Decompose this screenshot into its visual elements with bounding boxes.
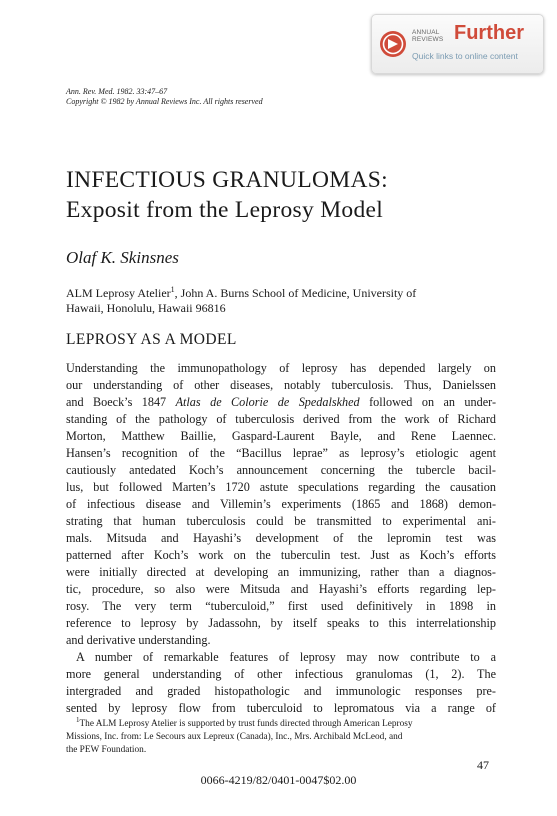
footnote-line: the PEW Foundation. <box>66 745 147 756</box>
badge-reviews: REVIEWS <box>412 36 444 43</box>
body-line: mals. Mitsuda and Hayashi’s development of the lepromin test was <box>66 531 496 545</box>
page-number: 47 <box>477 758 489 772</box>
badge-publisher <box>412 29 452 43</box>
further-arrow-icon <box>378 29 408 59</box>
author-affiliation <box>66 282 486 316</box>
badge-annual: ANNUAL <box>412 29 440 36</box>
affiliation-footnote-mark: 1 <box>170 285 175 294</box>
body-line: Hansen’s recognition of the “Bacillus leprae” as leprosy’s etiologic agent <box>66 446 496 460</box>
affiliation-rest: , John A. Burns School of Medicine, University of <box>174 286 417 300</box>
footnote-line <box>66 714 496 731</box>
body-line: rosy. The very term “tuberculoid,” first used definitively in 1898 in <box>66 599 496 613</box>
badge-subtitle: Quick links to online content <box>412 51 518 61</box>
body-line: intergraded and graded histopathologic and immunologic responses pre- <box>66 684 496 698</box>
journal-info <box>66 87 263 107</box>
article-title-line1: INFECTIOUS GRANULOMAS: <box>66 167 388 193</box>
body-line: sented by leprosy flow from tuberculoid to lepromatous via a range of <box>66 701 496 715</box>
issn-code: 0066-4219/82/0401-0047$02.00 <box>200 773 357 787</box>
body-line: our understanding of other diseases, notably tuberculosis. Thus, Danielssen <box>66 378 496 392</box>
body-line: and derivative understanding. <box>66 633 211 647</box>
body-line: patterned after Koch’s work on the tuberculin test. Just as Koch’s efforts <box>66 548 496 562</box>
body-line: tic, procedure, so also were Mitsuda and Hayashi’s efforts regarding lep- <box>66 582 496 596</box>
body-line: strating that human tuberculosis could be transmitted to experimental ani- <box>66 514 496 528</box>
body-line-segment: followed on an under- <box>359 395 496 409</box>
body-line: Morton, Matthew Baillie, Gaspard-Laurent Bayle, and Rene Laennec. <box>66 429 496 443</box>
body-line: lus, but followed Marten’s 1720 astute speculations regarding the causation <box>66 480 496 494</box>
body-line: standing of the pathology of tuberculosis derived from the work of Richard <box>66 412 496 426</box>
journal-copyright: Copyright © 1982 by Annual Reviews Inc. All rights reserved <box>66 97 263 106</box>
body-line: Understanding the immunopathology of leprosy has depended largely on <box>66 361 496 375</box>
affiliation-name: ALM Leprosy Atelier <box>66 286 171 300</box>
article-title-line2: Exposit from the Leprosy Model <box>66 197 384 223</box>
affiliation-location: Hawaii, Honolulu, Hawaii 96816 <box>66 301 226 315</box>
body-line: A number of remarkable features of leprosy may now contribute to a <box>76 650 496 664</box>
footnote <box>66 714 496 757</box>
footnote-text: The ALM Leprosy Atelier is supported by trust funds directed through American Leprosy <box>79 719 413 730</box>
body-line: more general understanding of other infectious granulomas (1, 2). The <box>66 667 496 681</box>
journal-citation: Ann. Rev. Med. 1982. 33:47–67 <box>66 87 168 96</box>
body-line: cautiously antedated Koch’s announcement concerning the tubercle bacil- <box>66 463 496 477</box>
footnote-mark: 1 <box>76 716 80 724</box>
footnote-line: Missions, Inc. from: Le Secours aux Lepreux (Canada), Inc., Mrs. Archibald McLeod, and <box>66 732 403 743</box>
body-text <box>66 360 496 717</box>
body-line: were initially directed at developing an immunizing, rather than a diagnos- <box>66 565 496 579</box>
annual-reviews-further-badge[interactable] <box>371 14 544 74</box>
body-line-segment: and Boeck’s 1847 <box>66 395 176 409</box>
body-line: of infectious disease and Villemin’s experiments (1865 and 1868) demon- <box>66 497 496 511</box>
atlas-title: Atlas de Colorie de Spedalskhed <box>175 395 360 409</box>
body-line: reference to leprosy by Jadassohn, by itself speaks to this interrelationship <box>66 616 496 630</box>
section-heading: LEPROSY AS A MODEL <box>66 331 237 348</box>
badge-further-label: Further <box>454 22 524 44</box>
body-line <box>66 394 496 411</box>
author-name: Olaf K. Skinsnes <box>66 248 179 267</box>
